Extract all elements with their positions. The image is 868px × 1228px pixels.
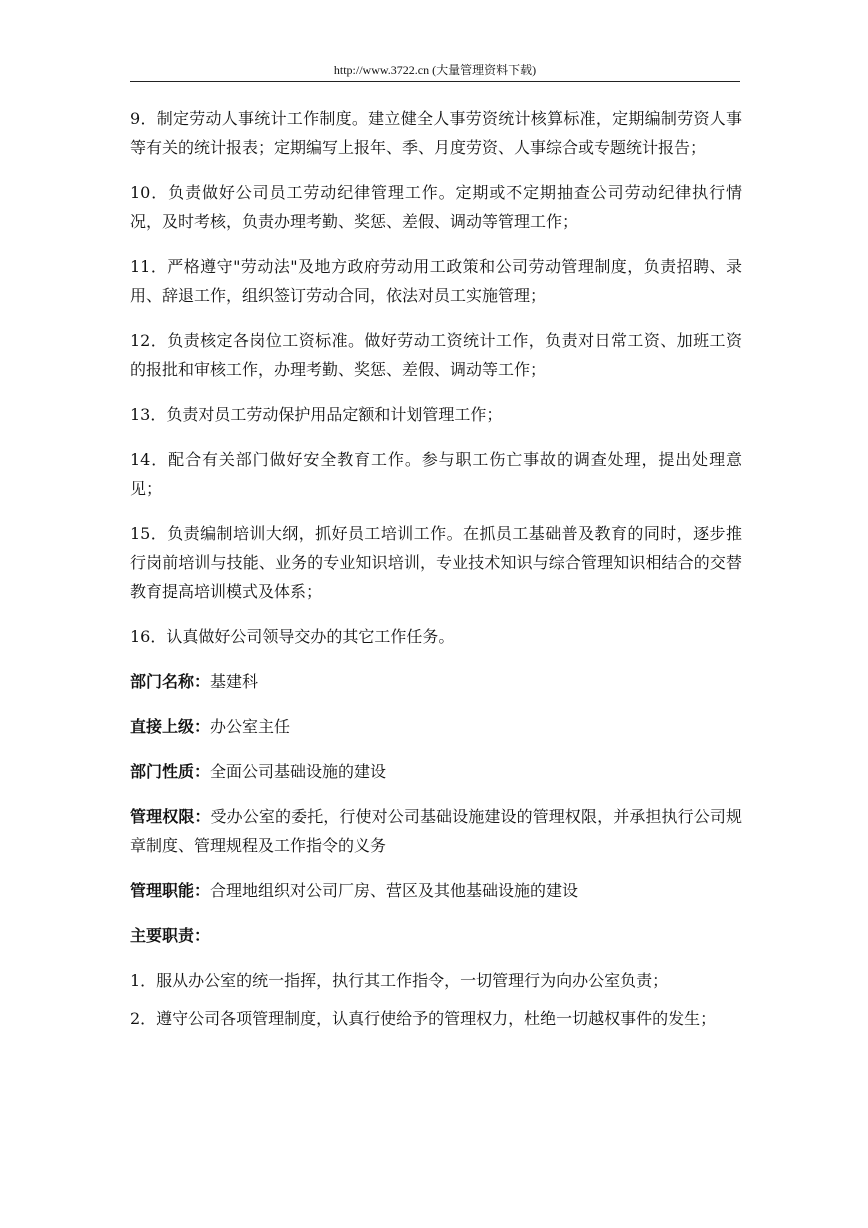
field-value: 合理地组织对公司厂房、营区及其他基础设施的建设 bbox=[210, 881, 579, 900]
field-value: 办公室主任 bbox=[210, 717, 291, 736]
header-divider bbox=[130, 81, 740, 82]
field-label: 直接上级： bbox=[130, 717, 211, 736]
field-department-nature bbox=[130, 757, 742, 786]
duty-item-1: 1．服从办公室的统一指挥，执行其工作指令，一切管理行为向办公室负责； bbox=[130, 971, 669, 990]
field-management-function bbox=[130, 876, 742, 905]
document-body bbox=[130, 104, 742, 1042]
field-management-authority bbox=[130, 802, 742, 860]
paragraph-item-16: 16．认真做好公司领导交办的其它工作任务。 bbox=[130, 627, 455, 646]
page-header: http://www.3722.cn (大量管理资料下载) bbox=[333, 63, 537, 77]
field-label: 主要职责： bbox=[130, 926, 211, 945]
field-label: 管理职能： bbox=[130, 881, 211, 900]
field-main-duties bbox=[130, 921, 742, 950]
duty-item-2: 2．遵守公司各项管理制度，认真行使给予的管理权力，杜绝一切越权事件的发生； bbox=[130, 1009, 717, 1028]
field-value: 全面公司基础设施的建设 bbox=[210, 762, 387, 781]
paragraph-item-13: 13．负责对员工劳动保护用品定额和计划管理工作； bbox=[130, 405, 503, 424]
field-direct-superior bbox=[130, 712, 742, 741]
field-value: 基建科 bbox=[210, 672, 259, 691]
field-value: 受办公室的委托，行使对公司基础设施建设的管理权限，并承担执行公司规章制度、管理规程及工作指令的义务 bbox=[130, 807, 742, 855]
paragraph-item-9: 9．制定劳动人事统计工作制度。建立健全人事劳资统计核算标准，定期编制劳资人事等有关的统计报表；定期编写上报年、季、月度劳资、人事综合或专题统计报告； bbox=[130, 109, 742, 157]
paragraph-item-15: 15．负责编制培训大纲，抓好员工培训工作。在抓员工基础普及教育的同时，逐步推行岗前培训与技能、业务的专业知识培训，专业技术知识与综合管理知识相结合的交替教育提高培训模式及体系； bbox=[130, 524, 742, 601]
paragraph-item-14: 14．配合有关部门做好安全教育工作。参与职工伤亡事故的调查处理，提出处理意见； bbox=[130, 450, 742, 498]
paragraph-item-11: 11．严格遵守"劳动法"及地方政府劳动用工政策和公司劳动管理制度，负责招聘、录用、辞退工作，组织签订劳动合同，依法对员工实施管理； bbox=[130, 257, 742, 305]
field-label: 部门名称： bbox=[130, 672, 211, 691]
field-label: 管理权限： bbox=[130, 807, 211, 826]
field-department-name bbox=[130, 667, 742, 696]
field-label: 部门性质： bbox=[130, 762, 211, 781]
paragraph-item-10: 10．负责做好公司员工劳动纪律管理工作。定期或不定期抽查公司劳动纪律执行情况，及时考核，负责办理考勤、奖惩、差假、调动等管理工作； bbox=[130, 183, 742, 231]
paragraph-item-12: 12．负责核定各岗位工资标准。做好劳动工资统计工作，负责对日常工资、加班工资的报批和审核工作，办理考勤、奖惩、差假、调动等工作； bbox=[130, 331, 742, 379]
